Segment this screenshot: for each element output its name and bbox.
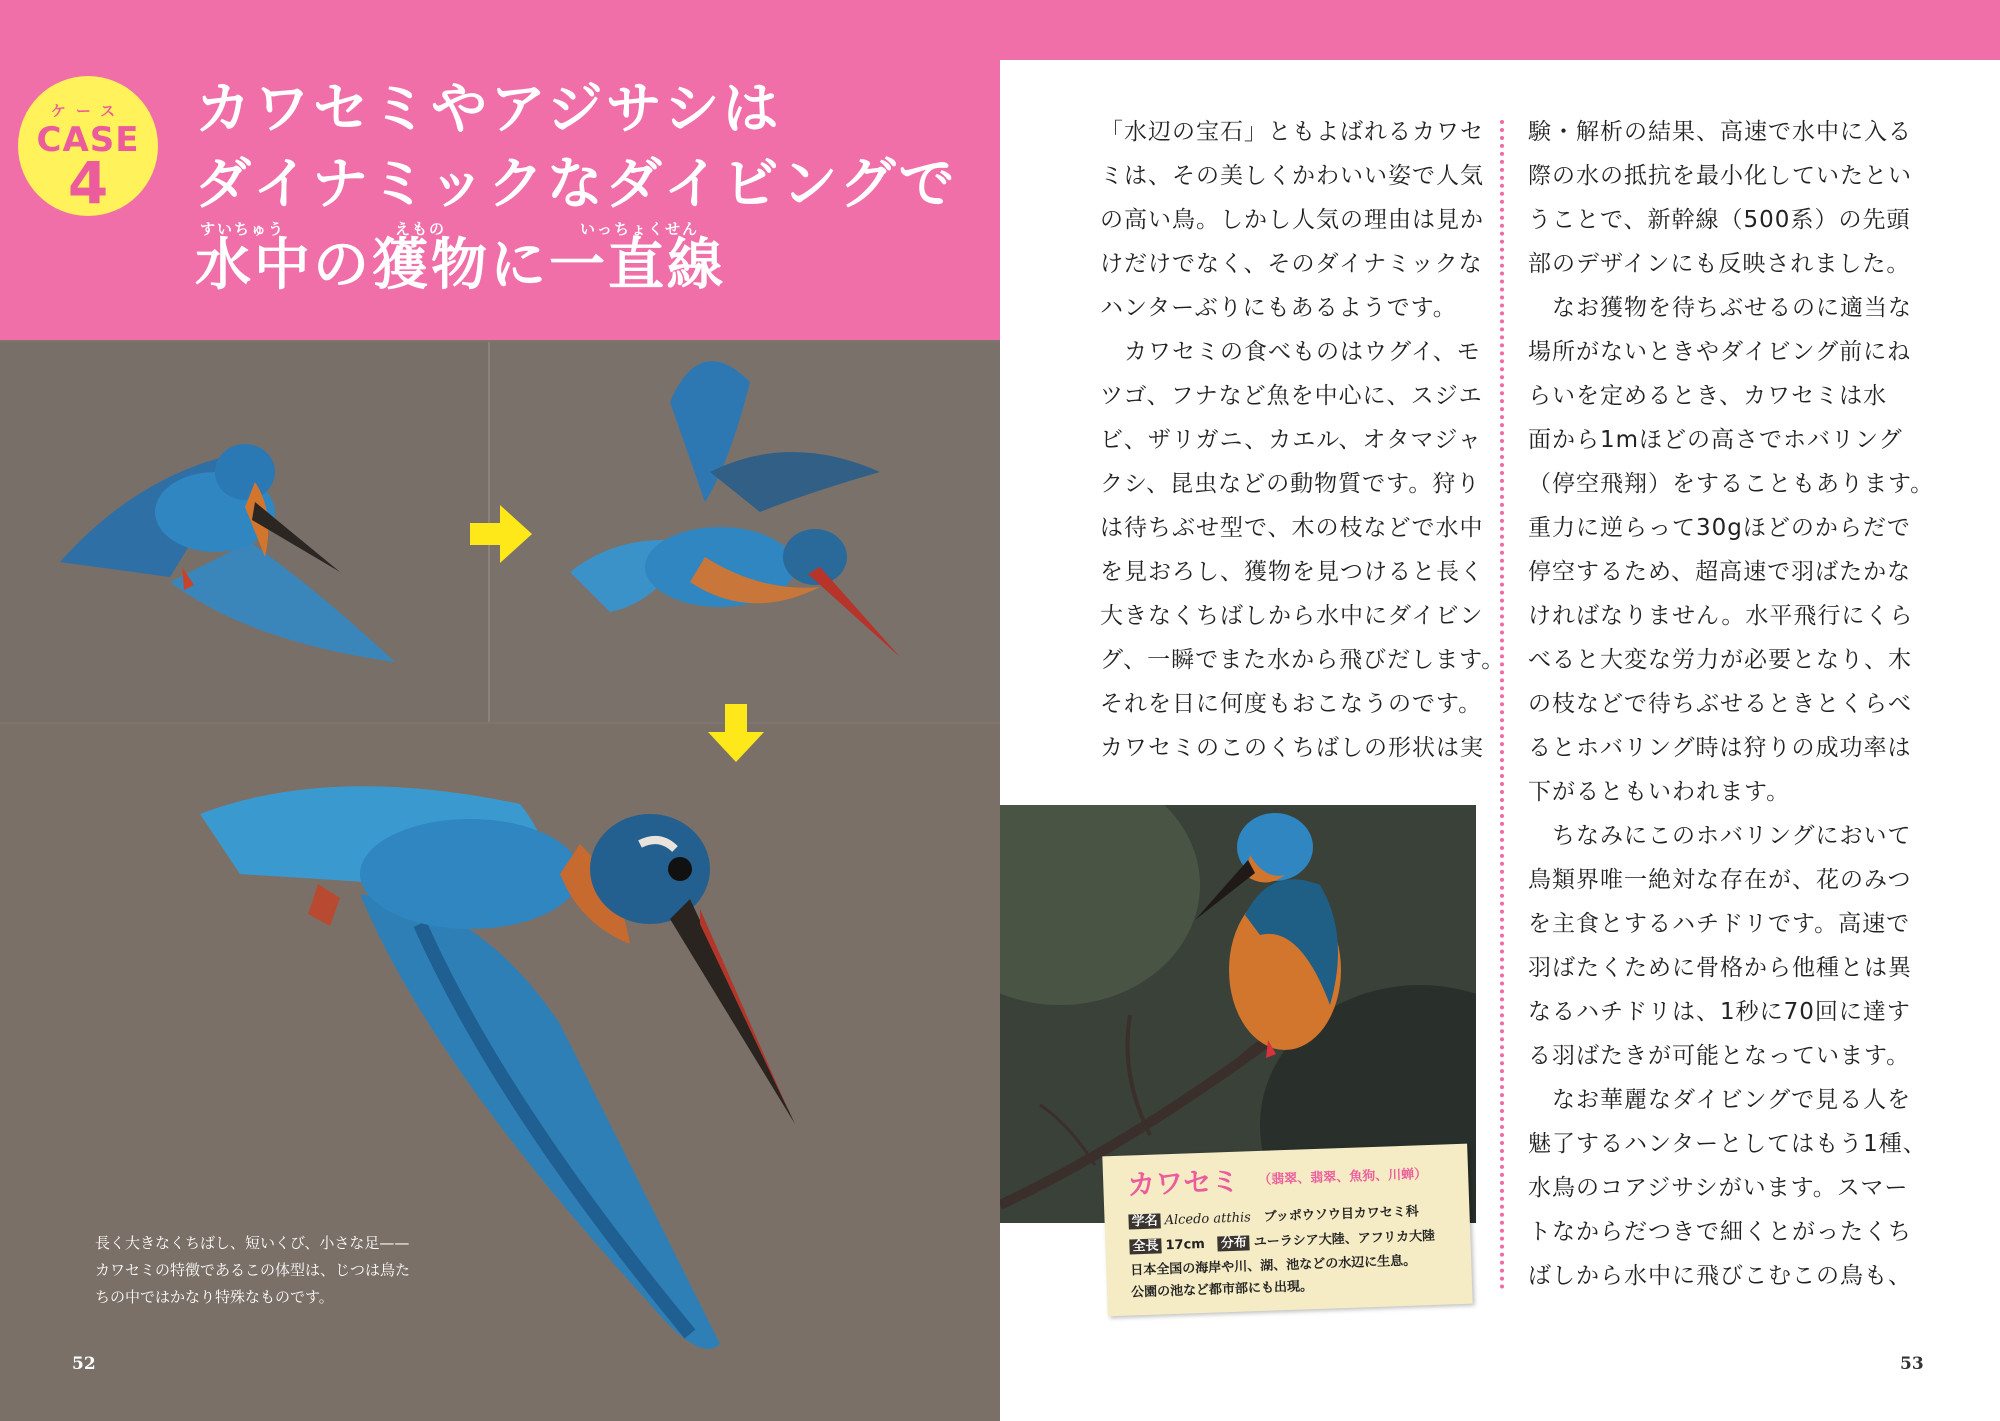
arrow-right-icon [470,505,532,563]
body-column-1 [1100,110,1505,770]
title-line-3: 水中の獲物に一直線 [195,233,726,298]
page-title [195,72,958,303]
body-line: 部のデザインにも反映されました。 [1528,251,1911,277]
habitat-line-1: 日本全国の海岸や川、湖、池などの水辺に生息。 [1130,1253,1417,1279]
length-label: 全長 [1129,1238,1162,1254]
body-line: 験・解析の結果、高速で水中に入る [1528,119,1912,145]
body-column-2 [1528,110,1934,1298]
title-line-1: カワセミやアジサシは [195,77,782,142]
body-line: なお華麗なダイビングで見る人を [1528,1087,1912,1113]
body-line: ミは、その美しくかわいい姿で人気 [1100,163,1484,189]
body-line: それを日に何度もおこなうのです。 [1100,691,1483,717]
body-line: 水鳥のコアジサシがいます。スマー [1528,1175,1909,1201]
case-badge [18,76,158,216]
body-line: 下がるともいわれます。 [1528,779,1791,805]
photo-kingfisher-dive-2 [490,342,1000,722]
body-line: るとホバリング時は狩りの成功率は [1528,735,1912,761]
ruby-emono: えもの [395,220,447,238]
body-line: （停空飛翔）をすることもあります。 [1528,471,1935,497]
caption-line-2: カワセミの特徴であるこの体型は、じつは鳥た [95,1261,411,1279]
body-line: けだけでなく、そのダイナミックな [1100,251,1483,277]
body-line: 魅了するハンターとしてはもう1種、 [1528,1131,1927,1157]
scientific-name-row [1128,1200,1419,1229]
page-number-left: 52 [72,1354,96,1374]
body-line: ハンターぶりにもあるようです。 [1100,295,1457,321]
body-line: ちなみにこのホバリングにおいて [1528,823,1912,849]
species-name: カワセミ [1126,1164,1240,1202]
body-line: ければなりません。水平飛行にくら [1528,603,1914,629]
photo-kingfisher-large [0,724,1000,1421]
body-line: 停空するため、超高速で羽ばたかな [1528,559,1912,585]
taxonomy: ブッポウソウ目カワセミ科 [1263,1204,1420,1225]
body-line: うことで、新幹線（500系）の先頭 [1528,207,1911,233]
body-line: ツゴ、フナなど魚を中心に、スジエ [1100,383,1483,409]
case-word: CASE [36,120,140,160]
body-line: なお獲物を待ちぶせるのに適当な [1528,295,1912,321]
page-number-right: 53 [1900,1354,1924,1374]
caption-line-1: 長く大きなくちばし、短いくび、小さな足—— [95,1234,410,1252]
caption-line-3: ちの中ではかなり特殊なものです。 [95,1288,334,1306]
body-line: なるハチドリは、1秒に70回に達す [1528,999,1911,1025]
case-ruby: ケース [50,102,126,120]
photo-kingfisher-dive-1 [0,342,488,722]
body-line: の高い鳥。しかし人気の理由は見か [1100,207,1484,233]
column-divider [1500,120,1504,1290]
body-line: を見おろし、獲物を見つけると長く [1100,559,1484,585]
arrow-down-icon [708,704,764,762]
body-line: らいを定めるとき、カワセミは水 [1528,383,1888,409]
body-line: トなからだつきで細くとがったくち [1528,1219,1912,1245]
photo-caption [95,1230,455,1311]
body-line: を主食とするハチドリです。高速で [1528,911,1911,937]
sci-name: Alcedo atthis [1164,1210,1252,1229]
habitat-line-2: 公園の池など都市部にも出現。 [1130,1279,1314,1301]
body-line: ばしから水中に飛びこむこの鳥も、 [1528,1263,1912,1289]
body-line: 重力に逆らって30gほどのからだで [1528,515,1911,541]
body-line: カワセミの食べものはウグイ、モ [1100,339,1481,365]
length-value: 17cm [1165,1236,1206,1254]
body-line: 場所がないときやダイビング前にね [1528,339,1912,365]
range-value: ユーラシア大陸、アフリカ大陸 [1253,1228,1436,1251]
sci-label: 学名 [1128,1213,1161,1229]
body-line: る羽ばたきが可能となっています。 [1528,1043,1911,1069]
body-line: 羽ばたくために骨格から他種とは異 [1528,955,1912,981]
body-line: 際の水の抵抗を最小化していたとい [1528,163,1912,189]
title-line-2: ダイナミックなダイビングで [195,152,958,217]
case-number: 4 [67,149,109,217]
body-line: べると大変な労力が必要となり、木 [1528,647,1912,673]
body-line: ビ、ザリガニ、カエル、オタマジャ [1100,427,1482,453]
body-line: の枝などで待ちぶせるときとくらべ [1528,691,1912,717]
species-profile-card [1102,1144,1472,1317]
ruby-icchokusen: いっちょくせん [580,220,700,238]
ruby-suichu: すいちゅう [200,220,286,238]
body-line: 「水辺の宝石」ともよばれるカワセ [1100,119,1484,145]
range-label: 分布 [1218,1235,1251,1251]
body-line: クシ、昆虫などの動物質です。狩り [1100,471,1481,497]
species-kanji: （翡翠、翡翠、魚狗、川蝉） [1257,1167,1428,1188]
body-line: 大きなくちばしから水中にダイビン [1100,603,1484,629]
body-line: グ、一瞬でまた水から飛びだします。 [1100,647,1506,673]
body-line: 面から1mほどの高さでホバリング [1528,427,1903,453]
body-line: カワセミのこのくちばしの形状は実 [1100,735,1484,761]
body-line: は待ちぶせ型で、木の枝などで水中 [1100,515,1484,541]
body-line: 鳥類界唯一絶対な存在が、花のみつ [1528,867,1912,893]
